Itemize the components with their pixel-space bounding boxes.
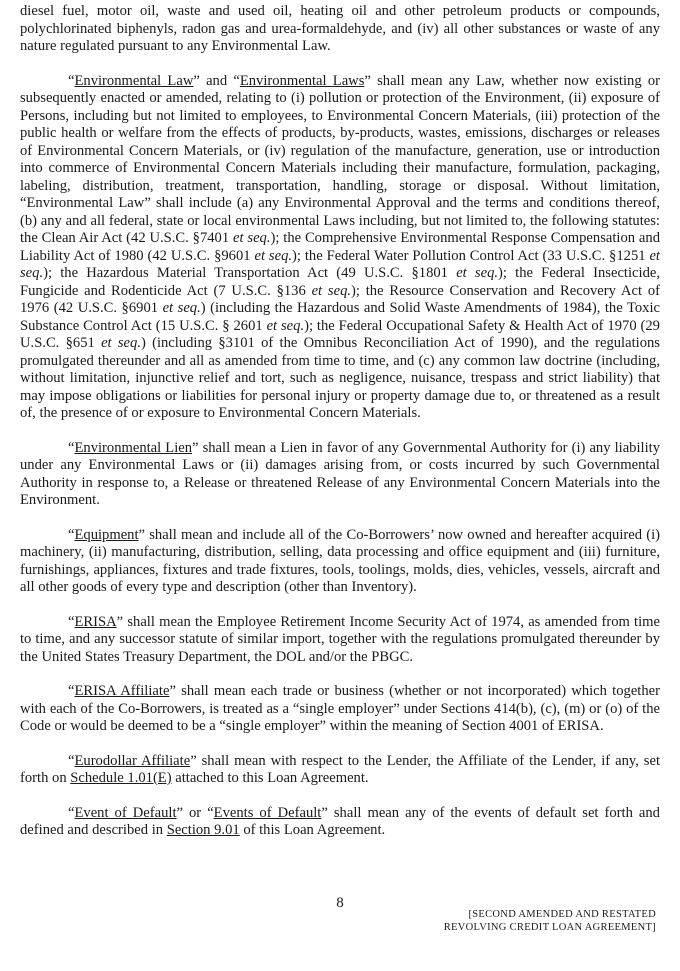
defined-term: Event of Default [74, 804, 177, 821]
text-segment: ” shall mean the Employee Retirement Income Security Act of 1974, as amended from time to time, and any successor statute of similar import, together with the regulations promulgated thereunder by the United States Treasury Department, the DOL and/or the PBGC. [20, 613, 660, 665]
text-segment: “ [68, 526, 75, 543]
text-segment: ” shall mean and include all of the Co-Borrowers’ now owned and hereafter acquired (i) machinery, (ii) manufacturing, distribution, selling, data processing and office equipment and (iii) furniture, furnishings, appliances, fixtures and trade fixtures, tools, toolings, molds, dies, vehicles, vessels, aircraft and all other goods of every type and description (other than Inventory). [20, 526, 660, 595]
defined-term: Section 9.01 [166, 822, 240, 838]
text-segment: attached to this Loan Agreement. [171, 770, 369, 786]
defined-term: Equipment [74, 526, 139, 543]
definition-environmental-lien [20, 440, 660, 510]
text-segment: ) (including §3101 of the Omnibus Reconciliation Act of 1990), and the regulations promulgated thereunder and all as amended from time to time, and (c) any common law doctrine (including, without limitation, injunctive relief and tort, such as negligence, nuisance, trespass and strict liability) that may impose obligations or liabilities for personal injury or property damage due to, or threatened as a result of, the presence of or exposure to Environmental Concern Materials. [20, 335, 660, 421]
defined-term: ERISA [74, 613, 117, 630]
defined-term: Events of Default [213, 804, 322, 821]
definition-equipment [20, 527, 660, 597]
italic-text: et seq. [162, 300, 201, 316]
italic-text: et seq. [20, 247, 660, 281]
text-segment: ” shall mean a Lien in favor of any Governmental Authority for (i) any liability under any Environmental Laws or (ii) damages arising from, or costs incurred by such Governmental Authority in response to, a Release or threatened Release of any Environmental Concern Materials into the Environment. [20, 439, 660, 508]
text-segment: ” and “ [193, 72, 240, 89]
text-segment: ); the Federal Water Pollution Control Act (33 U.S.C. §1251 [292, 247, 650, 264]
footer-line-2: REVOLVING CREDIT LOAN AGREEMENT] [443, 922, 656, 933]
italic-text: et seq. [311, 282, 352, 299]
text-segment: “ [68, 613, 75, 630]
paragraph-hazardous-materials-continued [20, 3, 660, 56]
italic-text: et seq. [254, 247, 293, 264]
italic-text: et seq. [456, 265, 499, 281]
text-segment: “ [68, 72, 75, 89]
text-segment: diesel fuel, motor oil, waste and used oil, heating oil and other petroleum products or compounds, polychlorinated biphenyls, radon gas and urea-formaldehyde, and (iv) all other substances or waste of any nature regulated pursuant to any Environmental Law. [20, 3, 660, 54]
italic-text: et seq. [101, 335, 141, 351]
text-segment: “ [68, 804, 75, 821]
defined-term: ERISA Affiliate [74, 683, 170, 699]
text-segment: “ [68, 752, 75, 769]
text-segment: ” shall mean any Law, whether now existing or subsequently enacted or amended, relating to (i) pollution or protection of the Environment, (ii) exposure of Persons, including but not limited to employees, to Environmental Concern Materials, (iii) protection of the public health or welfare from the effects of products, by-products, wastes, emissions, discharges or releases of Environmental Concern Materials, or (iv) regulation of the manufacture, generation, use or introduction into commerce of Environmental Concern Materials including their manufacture, formulation, packaging, labeling, distribution, treatment, transportation, handling, storage or disposal. Without limitation, “Environmental Law” shall include (a) any Environmental Approval and the terms and conditions thereof, (b) any and all federal, state or local environmental Laws including, but not limited to, the following statutes: the Clean Air Act (42 U.S.C. §7401 [20, 72, 660, 246]
defined-term: Eurodollar Affiliate [74, 752, 191, 769]
definition-erisa-affiliate [20, 683, 660, 736]
text-segment: ); the Federal Occupational Safety & Health Act of 1970 (29 U.S.C. §651 [20, 317, 660, 351]
text-segment: ” shall mean each trade or business (whether or not incorporated) which together with each of the Co-Borrowers, is treated as a “single employer” under Sections 414(b), (c), (m) or (o) of the Code or would be deemed to be a “single employer” within the meaning of Section 4001 of ERISA. [20, 683, 660, 734]
definition-environmental-law [20, 73, 660, 423]
text-segment: ); the Resource Conservation and Recovery Act of 1976 (42 U.S.C. §6901 [20, 282, 660, 316]
text-segment: ” shall mean any of the events of default set forth and defined and described in [20, 804, 660, 838]
definition-erisa [20, 614, 660, 667]
text-segment: ” shall mean with respect to the Lender, the Affiliate of the Lender, if any, set forth on [20, 752, 660, 786]
document-footer [444, 908, 656, 934]
footer-line-1: [SECOND AMENDED AND RESTATED [468, 909, 656, 920]
defined-term: Environmental Lien [74, 439, 193, 456]
defined-term: Schedule 1.01(E) [70, 770, 172, 786]
text-segment: ” or “ [176, 804, 214, 821]
text-segment: “ [68, 683, 75, 699]
text-segment: ); the Hazardous Material Transportation Act (49 U.S.C. §1801 [43, 265, 457, 281]
italic-text: et seq. [266, 317, 305, 334]
document-body [20, 3, 660, 857]
defined-term: Environmental Law [74, 72, 194, 89]
definition-eurodollar-affiliate [20, 753, 660, 788]
text-segment: ); the Federal Insecticide, Fungicide and Rodenticide Act (7 U.S.C. §136 [20, 265, 660, 299]
page-number: 8 [336, 895, 344, 911]
text-segment: “ [68, 439, 75, 456]
definition-event-of-default [20, 805, 660, 840]
italic-text: et seq. [233, 230, 271, 246]
defined-term: Environmental Laws [239, 72, 365, 89]
text-segment: of this Loan Agreement. [239, 822, 386, 838]
text-segment: ); the Comprehensive Environmental Response Compensation and Liability Act of 1980 (42 U.S.C. §9601 [20, 230, 660, 264]
text-segment: ) (including the Hazardous and Solid Waste Amendments of 1984), the Toxic Substance Control Act (15 U.S.C. § 2601 [20, 300, 660, 334]
